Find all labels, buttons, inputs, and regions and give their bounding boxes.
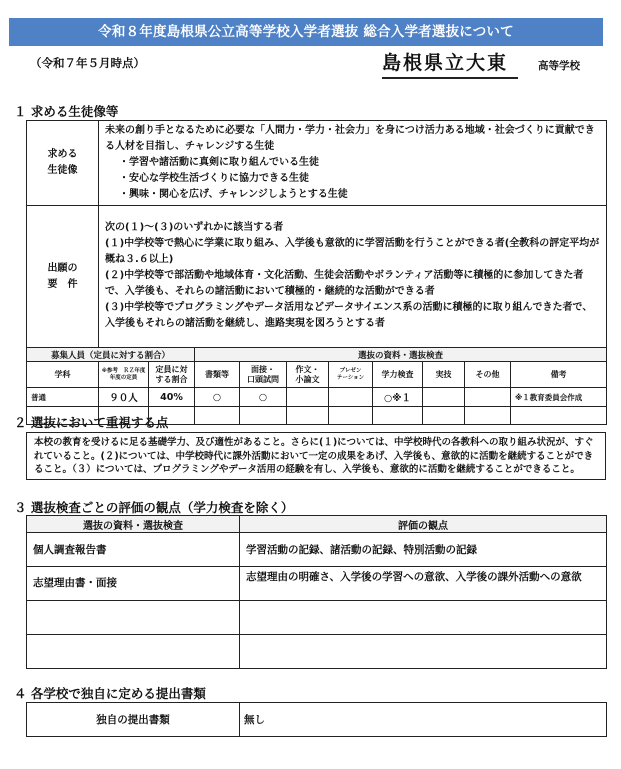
requirement-line: 次の(１)～(３)のいずれかに該当する者 [105,222,284,233]
student-profile-table [26,120,607,425]
requirement-line: (３)中学校等でプログラミングやデータ活用などデータサイエンス系の活動に積極的に取り組んできた者で、入学後もそれらの諸活動を継続し、進路実現を図ろうとする者 [105,302,593,329]
evaluation-header-row [27,516,607,533]
eval-point [240,635,607,669]
evaluation-row [27,567,607,601]
other-value [465,388,511,407]
desired-student-label: 求める 生徒像 [27,121,99,206]
col-docs: 書類等 [195,362,240,388]
col-interview: 面接・ 口頭試問 [240,362,287,388]
section3-heading: ３ 選抜検査ごとの評価の観点（学力検査を除く） [14,500,294,515]
additional-documents-row [27,703,607,737]
col-ref: ※参考 ＲＺ年度 年度の定員 [99,362,149,388]
docs-value: ○ [195,388,240,407]
eval-col-point: 評価の観点 [240,516,607,533]
requirements-body [99,206,607,348]
selection-header: 選抜の資料・選抜検査 [195,348,607,362]
eval-point [240,601,607,635]
col-notes: 備考 [511,362,607,388]
school-name: 島根県立大東 [382,48,518,79]
eval-col-item: 選抜の資料・選抜検査 [27,516,240,533]
column-header-row [27,362,607,388]
interview-value: ○ [240,388,287,407]
ratio-value: 40% [149,388,195,407]
col-academic: 学力検査 [373,362,423,388]
evaluation-row [27,635,607,669]
practical-value [423,388,465,407]
section1-heading: １ 求める生徒像等 [14,104,119,119]
academic-value: ○※１ [373,388,423,407]
desired-item: ・学習や諸活動に真剣に取り組んでいる生徒 [119,157,319,168]
desired-intro: 未来の創り手となるために必要な「人間力・学力・社会力」を身につけ活力ある地域・社会づくりに貢献できる人材を目指し、チャレンジする生徒 [105,125,595,152]
requirement-line: (１)中学校等で熱心に学業に取り組み、入学後も意欲的に学習活動を行うことができる者(全教科の評定平均が概ね３.６以上) [105,238,600,265]
evaluation-table [26,515,607,669]
eval-item: 個人調査報告書 [27,533,240,567]
col-other: その他 [465,362,511,388]
additional-documents-label: 独自の提出書類 [27,703,240,737]
desired-item: ・安心な学校生活づくりに協力できる生徒 [119,173,309,184]
col-dept: 学科 [27,362,99,388]
requirement-line: (２)中学校等で部活動や地域体育・文化活動、生徒会活動やボランティア活動等に積極的に参加してきた者で、入学後も、それらの諸活動において積極的・継続的な活動ができる者 [105,270,584,297]
requirements-row [27,206,607,348]
quota-values-row [27,388,607,407]
col-practical: 実技 [423,362,465,388]
evaluation-row [27,601,607,635]
eval-item [27,635,240,669]
col-essay: 作文・ 小論文 [287,362,329,388]
eval-point: 志望理由の明確さ、入学後の学習への意欲、入学後の課外活動への意欲 [240,567,607,601]
document-title-banner: 令和８年度島根県公立高等学校入学者選抜 総合入学者選抜について [9,18,603,46]
notes-value: ※１教育委員会作成 [511,388,607,407]
quota-header-row [27,348,607,362]
essay-value [287,388,329,407]
as-of-date: （令和７年５月時点） [30,56,145,70]
desired-item: ・興味・関心を広げ、チャレンジしようとする生徒 [119,189,348,200]
section4-heading: ４ 各学校で独自に定める提出書類 [14,686,206,701]
section2-heading: ２ 選抜において重視する点 [14,415,169,430]
eval-item [27,601,240,635]
dept-value: 普通 [27,388,99,407]
additional-documents-value: 無し [240,703,607,737]
evaluation-row [27,533,607,567]
eval-point: 学習活動の記録、諸活動の記録、特別活動の記録 [240,533,607,567]
col-presentation: プレゼン テーション [329,362,373,388]
quota-header: 募集人員（定員に対する割合） [27,348,195,362]
eval-item: 志望理由書・面接 [27,567,240,601]
quota-value: ９０人 [99,388,149,407]
desired-student-body [99,121,607,206]
school-suffix: 高等学校 [538,60,580,72]
desired-student-row [27,121,607,206]
requirements-label: 出願の 要 件 [27,206,99,348]
selection-emphasis-text: 本校の教育を受けるに足る基礎学力、及び適性があること。さらに(１)については、中学校時代の各教科への取り組み状況が、すぐれていること。(２)については、中学校時代に課外活動において一定の成果をあげ、入学後も、意欲的に活動を継続することができること。（３）については、プログラミングやデータ活用の経験を有し、入学後も、意欲的に活動を継続することができること。 [26,432,606,480]
col-ratio: 定員に対 する割合 [149,362,195,388]
presentation-value [329,388,373,407]
additional-documents-table [26,702,607,737]
